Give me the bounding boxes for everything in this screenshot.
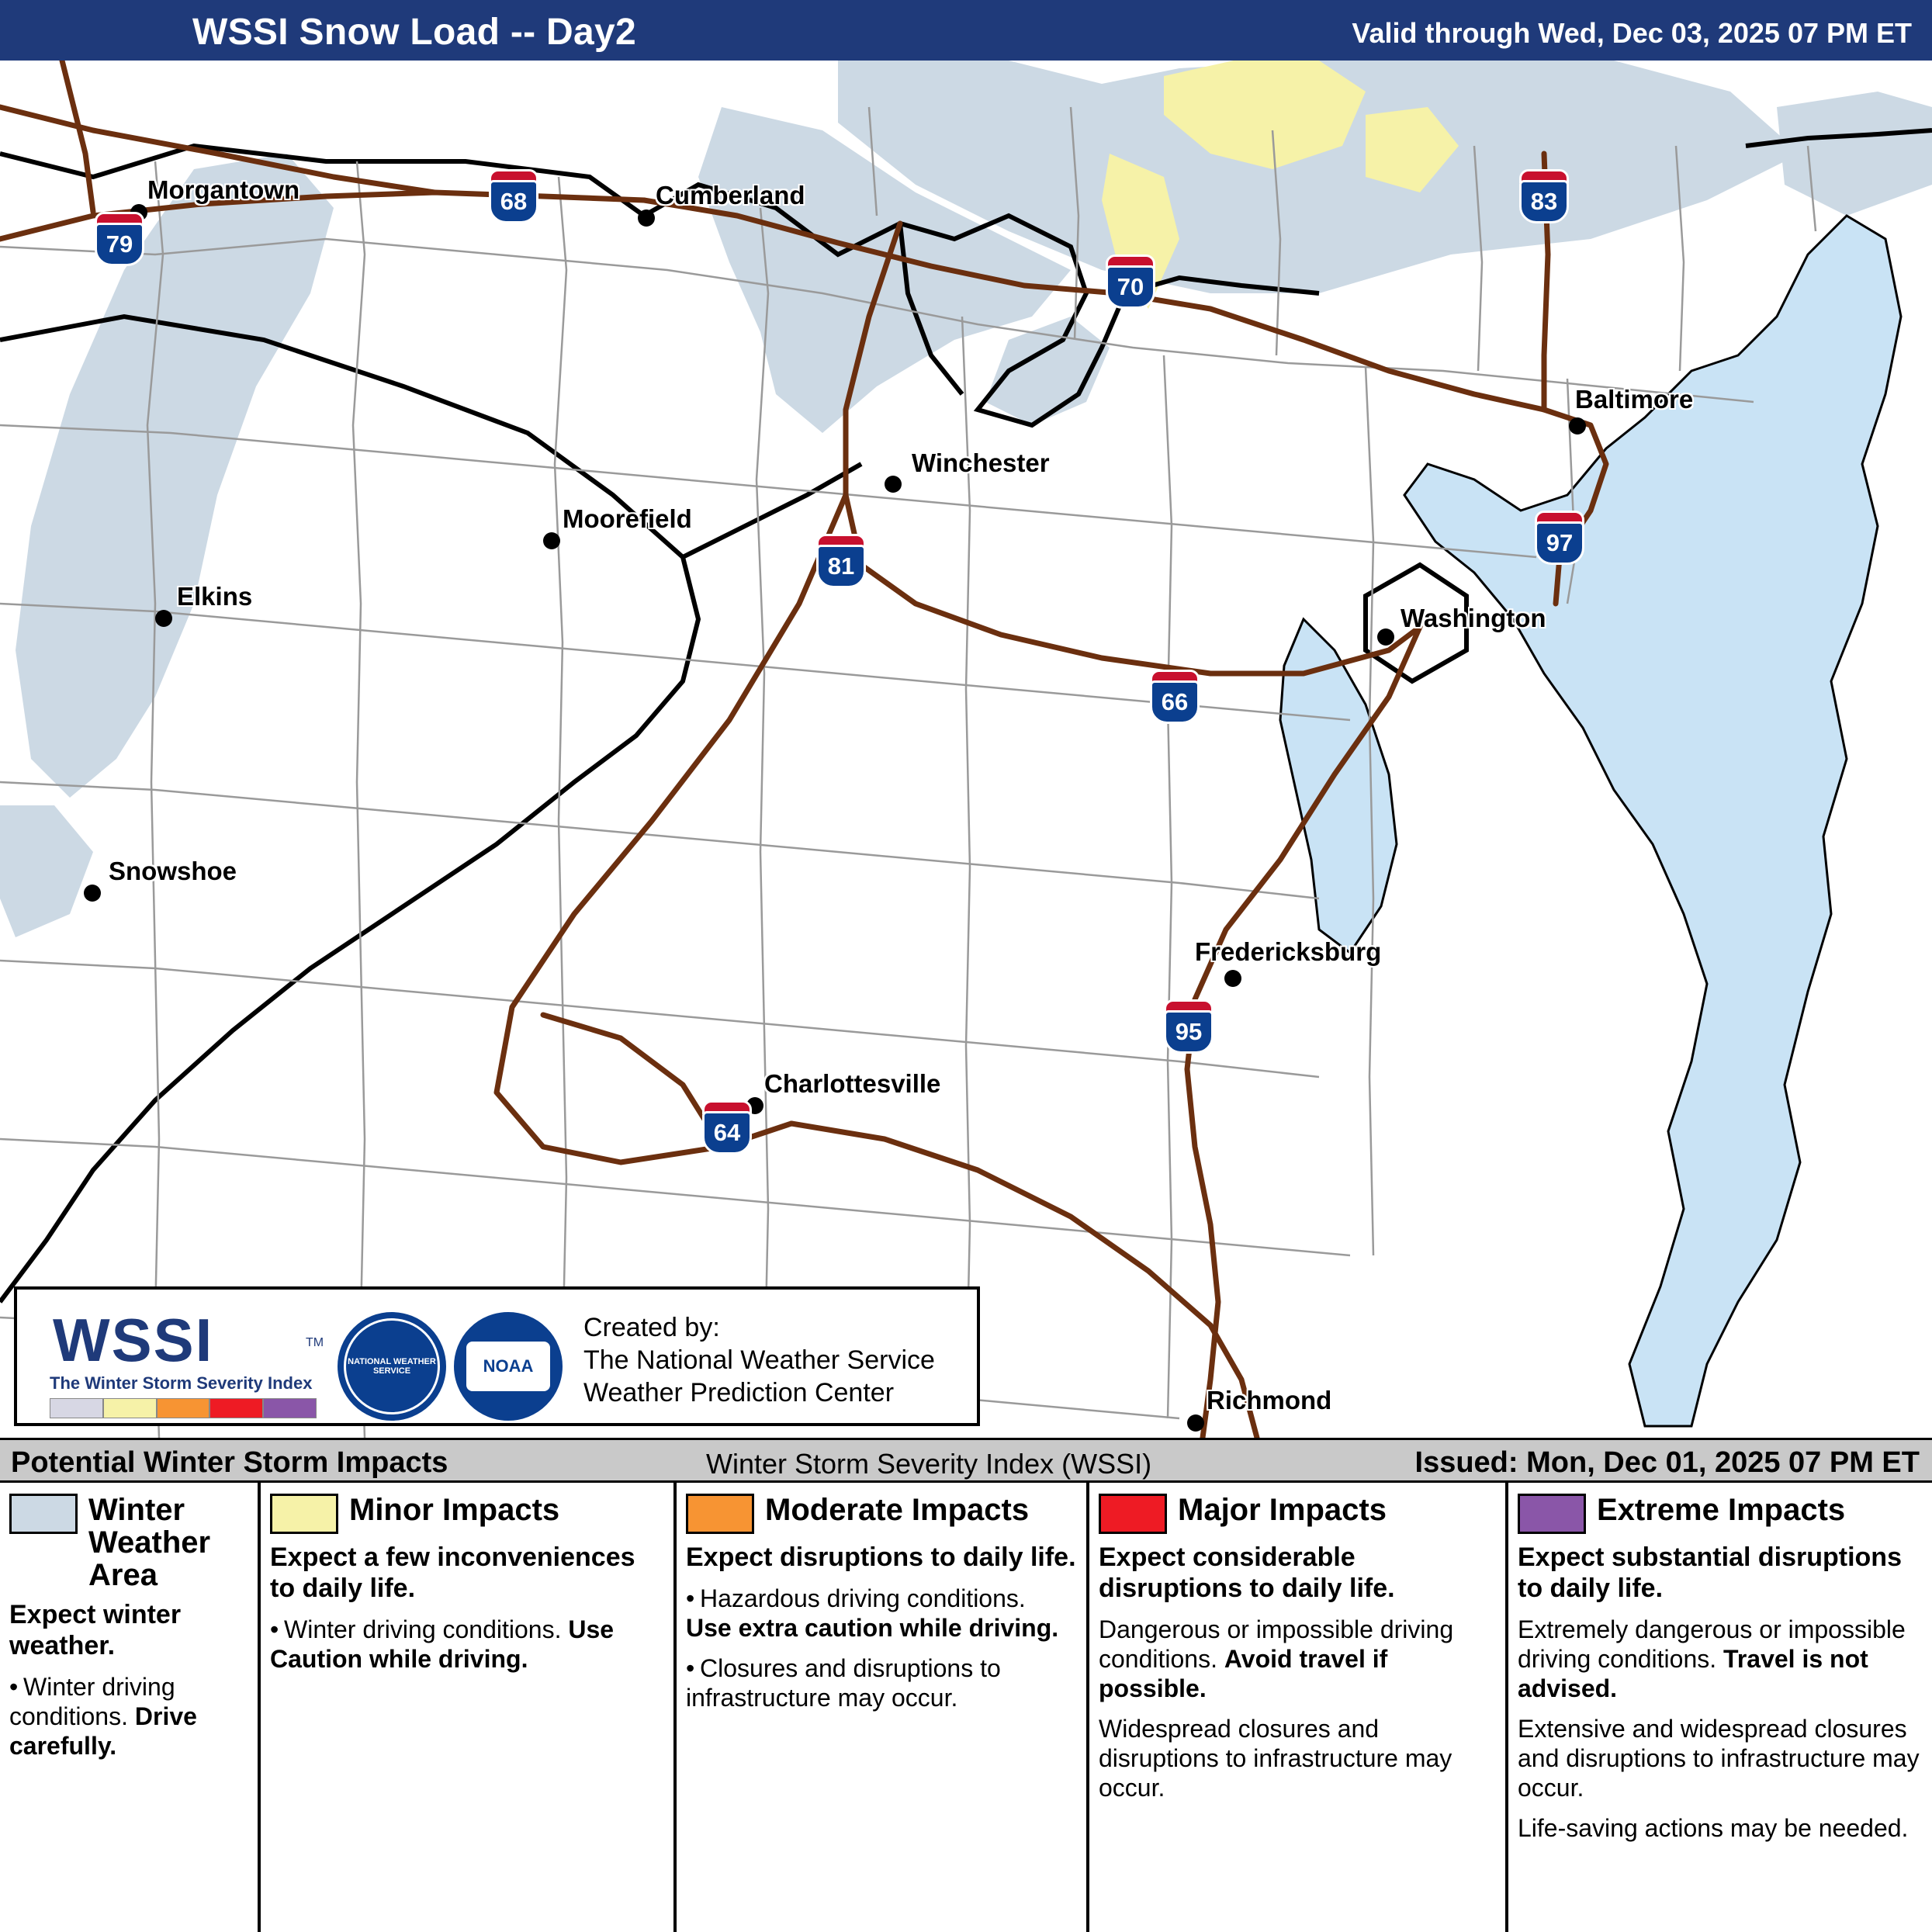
bullet-icon: •	[9, 1673, 19, 1701]
legend-item-text: Life-saving actions may be needed.	[1518, 1814, 1909, 1842]
interstate-shield-83	[1519, 169, 1569, 223]
city-label-charlottesville: Charlottesville	[764, 1069, 941, 1098]
legend-item	[1099, 1615, 1496, 1703]
city-dot	[84, 885, 101, 902]
interstate-shield-64	[702, 1100, 752, 1155]
legend-column-extreme	[1508, 1483, 1932, 1932]
city-label-fredericksburg: Fredericksburg	[1195, 937, 1382, 966]
legend-item	[1518, 1813, 1923, 1843]
title-bar	[0, 0, 1932, 61]
legend-item-text: Winter driving conditions.	[284, 1615, 569, 1643]
trademark-symbol: TM	[306, 1336, 324, 1349]
city-dot	[885, 476, 902, 493]
legend-title-minor: Minor Impacts	[349, 1493, 560, 1527]
legend-subtitle-extreme: Expect substantial disruptions to daily life.	[1518, 1542, 1902, 1603]
interstate-shield-79	[95, 212, 144, 266]
weather-map[interactable]	[0, 61, 1932, 1438]
interstate-shield-95	[1164, 999, 1214, 1054]
shield-number: 95	[1164, 1010, 1214, 1054]
city-dot	[1224, 970, 1241, 987]
legend-item-text: Extremely dangerous or impossible driving conditions.	[1518, 1615, 1906, 1673]
bullet-icon: •	[270, 1615, 279, 1643]
shield-number: 68	[489, 180, 538, 223]
legend-item-bold: Drive carefully.	[9, 1702, 197, 1760]
city-dot	[638, 209, 655, 227]
legend-title-extreme: Extreme Impacts	[1597, 1493, 1846, 1527]
legend-item-text: Dangerous or impossible driving conditions.	[1099, 1615, 1454, 1673]
legend-item	[686, 1584, 1077, 1643]
nws-seal-text: NATIONAL WEATHER SERVICE	[348, 1357, 436, 1376]
city-label-winchester: Winchester	[912, 448, 1050, 477]
noaa-seal-text: NOAA	[466, 1342, 550, 1391]
strip-major	[209, 1398, 263, 1418]
legend-swatch-minor	[270, 1494, 338, 1534]
legend-title-major: Major Impacts	[1178, 1493, 1387, 1527]
legend-item-bold: Travel is not advised.	[1518, 1645, 1868, 1702]
legend-item	[1518, 1615, 1923, 1703]
shield-number: 79	[95, 223, 144, 266]
bullet-icon: •	[686, 1584, 695, 1612]
city-label-richmond: Richmond	[1207, 1386, 1332, 1414]
legend-column-major	[1089, 1483, 1508, 1932]
legend-swatch-moderate	[686, 1494, 754, 1534]
legend-header	[9, 1494, 248, 1591]
noaa-seal-icon	[452, 1310, 565, 1423]
legend-item	[270, 1615, 664, 1674]
wssi-color-strip	[50, 1398, 317, 1418]
created-by-label: Created by:	[583, 1313, 720, 1342]
wssi-wordmark: WSSI	[53, 1306, 214, 1374]
interstate-shield-97	[1535, 511, 1584, 565]
impacts-bar-left: Potential Winter Storm Impacts	[11, 1446, 448, 1479]
legend-column-winter-weather-area	[0, 1483, 261, 1932]
city-dot	[1187, 1414, 1204, 1432]
map-vector-layer	[0, 61, 1932, 1438]
legend-subtitle-major: Expect considerable disruptions to daily life.	[1099, 1542, 1395, 1603]
legend-item-text: Extensive and widespread closures and disruptions to infrastructure may occur.	[1518, 1715, 1920, 1802]
legend-swatch-extreme	[1518, 1494, 1586, 1534]
legend-item-text: Widespread closures and disruptions to infrastructure may occur.	[1099, 1715, 1452, 1802]
legend-header	[1518, 1494, 1923, 1534]
shield-number: 83	[1519, 180, 1569, 223]
city-label-cumberland: Cumberland	[656, 181, 805, 209]
legend-header	[686, 1494, 1077, 1534]
city-label-morgantown: Morgantown	[147, 175, 300, 204]
city-dot	[1377, 628, 1394, 646]
legend-subtitle-moderate: Expect disruptions to daily life.	[686, 1542, 1076, 1572]
interstate-shield-81	[816, 534, 866, 588]
shield-number: 70	[1106, 265, 1155, 309]
legend-header	[270, 1494, 664, 1534]
created-by-line3: Weather Prediction Center	[583, 1378, 895, 1407]
strip-minor	[103, 1398, 157, 1418]
legend-item-text: Closures and disruptions to infrastructure may occur.	[686, 1654, 1001, 1712]
legend-item	[9, 1672, 248, 1761]
city-label-washington: Washington	[1401, 604, 1546, 632]
page-title: WSSI Snow Load -- Day2	[192, 12, 636, 53]
legend-subtitle-winter-weather-area: Expect winter weather.	[9, 1600, 182, 1660]
city-label-baltimore: Baltimore	[1575, 385, 1694, 414]
impacts-bar-center: Winter Storm Severity Index (WSSI)	[706, 1448, 1152, 1480]
city-label-moorefield: Moorefield	[563, 504, 692, 533]
bullet-icon: •	[686, 1654, 695, 1682]
legend-item-bold: Use Caution while driving.	[270, 1615, 615, 1673]
shield-number: 81	[816, 545, 866, 588]
valid-through-text: Valid through Wed, Dec 03, 2025 07 PM ET	[1352, 17, 1912, 49]
legend-header	[1099, 1494, 1496, 1534]
legend	[0, 1483, 1932, 1932]
legend-item	[1099, 1714, 1496, 1802]
city-dot	[543, 532, 560, 549]
legend-title-winter-weather-area: Winter Weather Area	[88, 1493, 211, 1592]
legend-swatch-winter-weather-area	[9, 1494, 78, 1534]
strip-moderate	[157, 1398, 210, 1418]
impacts-bar	[0, 1438, 1932, 1483]
legend-column-moderate	[677, 1483, 1089, 1932]
city-dot	[1569, 417, 1586, 435]
legend-item-bold: Avoid travel if possible.	[1099, 1645, 1388, 1702]
shield-number: 64	[702, 1111, 752, 1155]
legend-item	[686, 1653, 1077, 1712]
impacts-bar-right: Issued: Mon, Dec 01, 2025 07 PM ET	[1414, 1446, 1920, 1479]
legend-title-moderate: Moderate Impacts	[765, 1493, 1030, 1527]
legend-item-text: Winter driving conditions.	[9, 1673, 175, 1730]
wssi-subtitle: The Winter Storm Severity Index	[50, 1373, 313, 1393]
legend-swatch-major	[1099, 1494, 1167, 1534]
city-dot	[155, 610, 172, 627]
wssi-logo-box	[14, 1286, 980, 1426]
legend-item-bold: Use extra caution while driving.	[686, 1614, 1059, 1642]
shield-number: 97	[1535, 521, 1584, 565]
nws-seal-icon	[335, 1310, 448, 1423]
interstate-shield-70	[1106, 254, 1155, 309]
strip-extreme	[263, 1398, 317, 1418]
legend-item-text: Hazardous driving conditions.	[700, 1584, 1026, 1612]
city-label-snowshoe: Snowshoe	[109, 857, 237, 885]
interstate-shield-68	[489, 169, 538, 223]
shield-number: 66	[1150, 680, 1200, 724]
city-label-elkins: Elkins	[177, 582, 253, 611]
created-by-line2: The National Weather Service	[583, 1345, 935, 1375]
legend-item	[1518, 1714, 1923, 1802]
strip-winter-weather	[50, 1398, 103, 1418]
legend-column-minor	[261, 1483, 677, 1932]
legend-subtitle-minor: Expect a few inconveniences to daily life.	[270, 1542, 635, 1603]
interstate-shield-66	[1150, 670, 1200, 724]
created-by-block	[583, 1311, 935, 1409]
